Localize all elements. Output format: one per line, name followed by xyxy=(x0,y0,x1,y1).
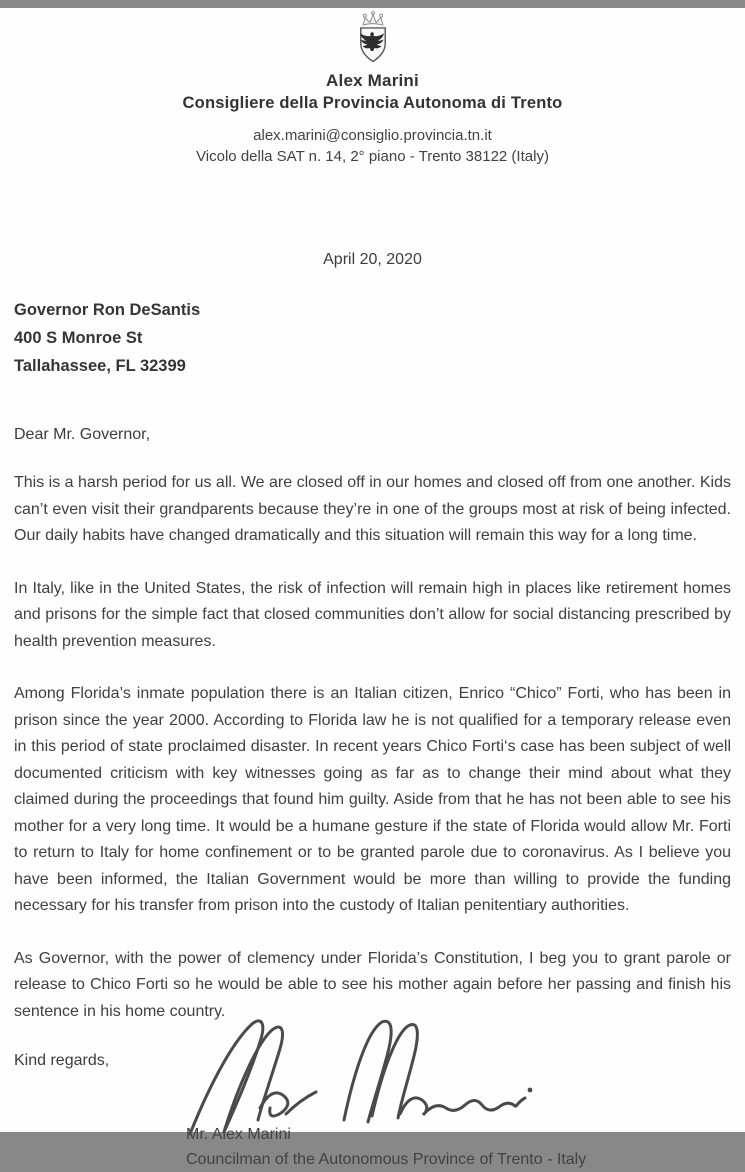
paragraph-1: This is a harsh period for us all. We are closed off in our homes and closed off from one another. Kids can’t even visit their grandparents because they’re in one of the groups most at risk of being infected. Our daily habits have changed dramatically and this situation will remain this way for a long time. xyxy=(14,474,731,544)
recipient-line: Tallahassee, FL 32399 xyxy=(14,357,186,375)
recipient-address xyxy=(14,296,731,380)
paragraph-4: As Governor, with the power of clemency under Florida’s Constitution, I beg you to grant parole or release to Chico Forti so he would be able to see his mother again before her passing and finish his sentence in his home country. xyxy=(14,949,731,1020)
letter-page xyxy=(0,8,745,1168)
salutation: Dear Mr. Governor, xyxy=(14,426,151,443)
letter-date: April 20, 2020 xyxy=(323,251,422,268)
letterhead-email: alex.marini@consiglio.provincia.tn.it xyxy=(253,127,492,144)
paragraph-3: Among Florida’s inmate population there is an Italian citizen, Enrico “Chico” Forti, who has been in prison since the year 2000. According to Florida law he is not qualified for a temporary release even in this period of state proclaimed disaster. In recent years Chico Forti‘s case has been subject of well documented criticism with key witnesses going as far as to change their mind about what they claimed during the proceedings that found him guilty. Aside from that he has not been able to see his mother for a very long time. It would be a humane gesture if the state of Florida would allow Mr. Forti to return to Italy for home confinement or to be granted parole due to coronavirus. As I believe you have been informed, the Italian Government would be more than willing to provide the funding necessary for his transfer from prison into the custody of Italian penitentiary authorities. xyxy=(14,685,731,914)
letterhead-title: Consigliere della Provincia Autonoma di Trento xyxy=(182,94,563,112)
closing: Kind regards, xyxy=(14,1052,110,1069)
letter-body xyxy=(0,296,745,1172)
signer-title: Councilman of the Autonomous Province of Trento - Italy xyxy=(186,1151,587,1168)
coat-of-arms-icon xyxy=(351,8,395,66)
signature-block xyxy=(186,1122,731,1172)
recipient-line: 400 S Monroe St xyxy=(14,329,143,347)
paragraph-2: In Italy, like in the United States, the risk of infection will remain high in places like retirement homes and prisons for the simple fact that closed communities don’t allow for social distancing prescribed by health prevention measures. xyxy=(14,579,731,650)
letterhead xyxy=(0,8,745,165)
signer-name: Mr. Alex Marini xyxy=(186,1126,291,1143)
letterhead-name: Alex Marini xyxy=(326,71,419,90)
letterhead-address: Vicolo della SAT n. 14, 2° piano - Trento 38122 (Italy) xyxy=(196,148,549,165)
recipient-line: Governor Ron DeSantis xyxy=(14,301,201,319)
